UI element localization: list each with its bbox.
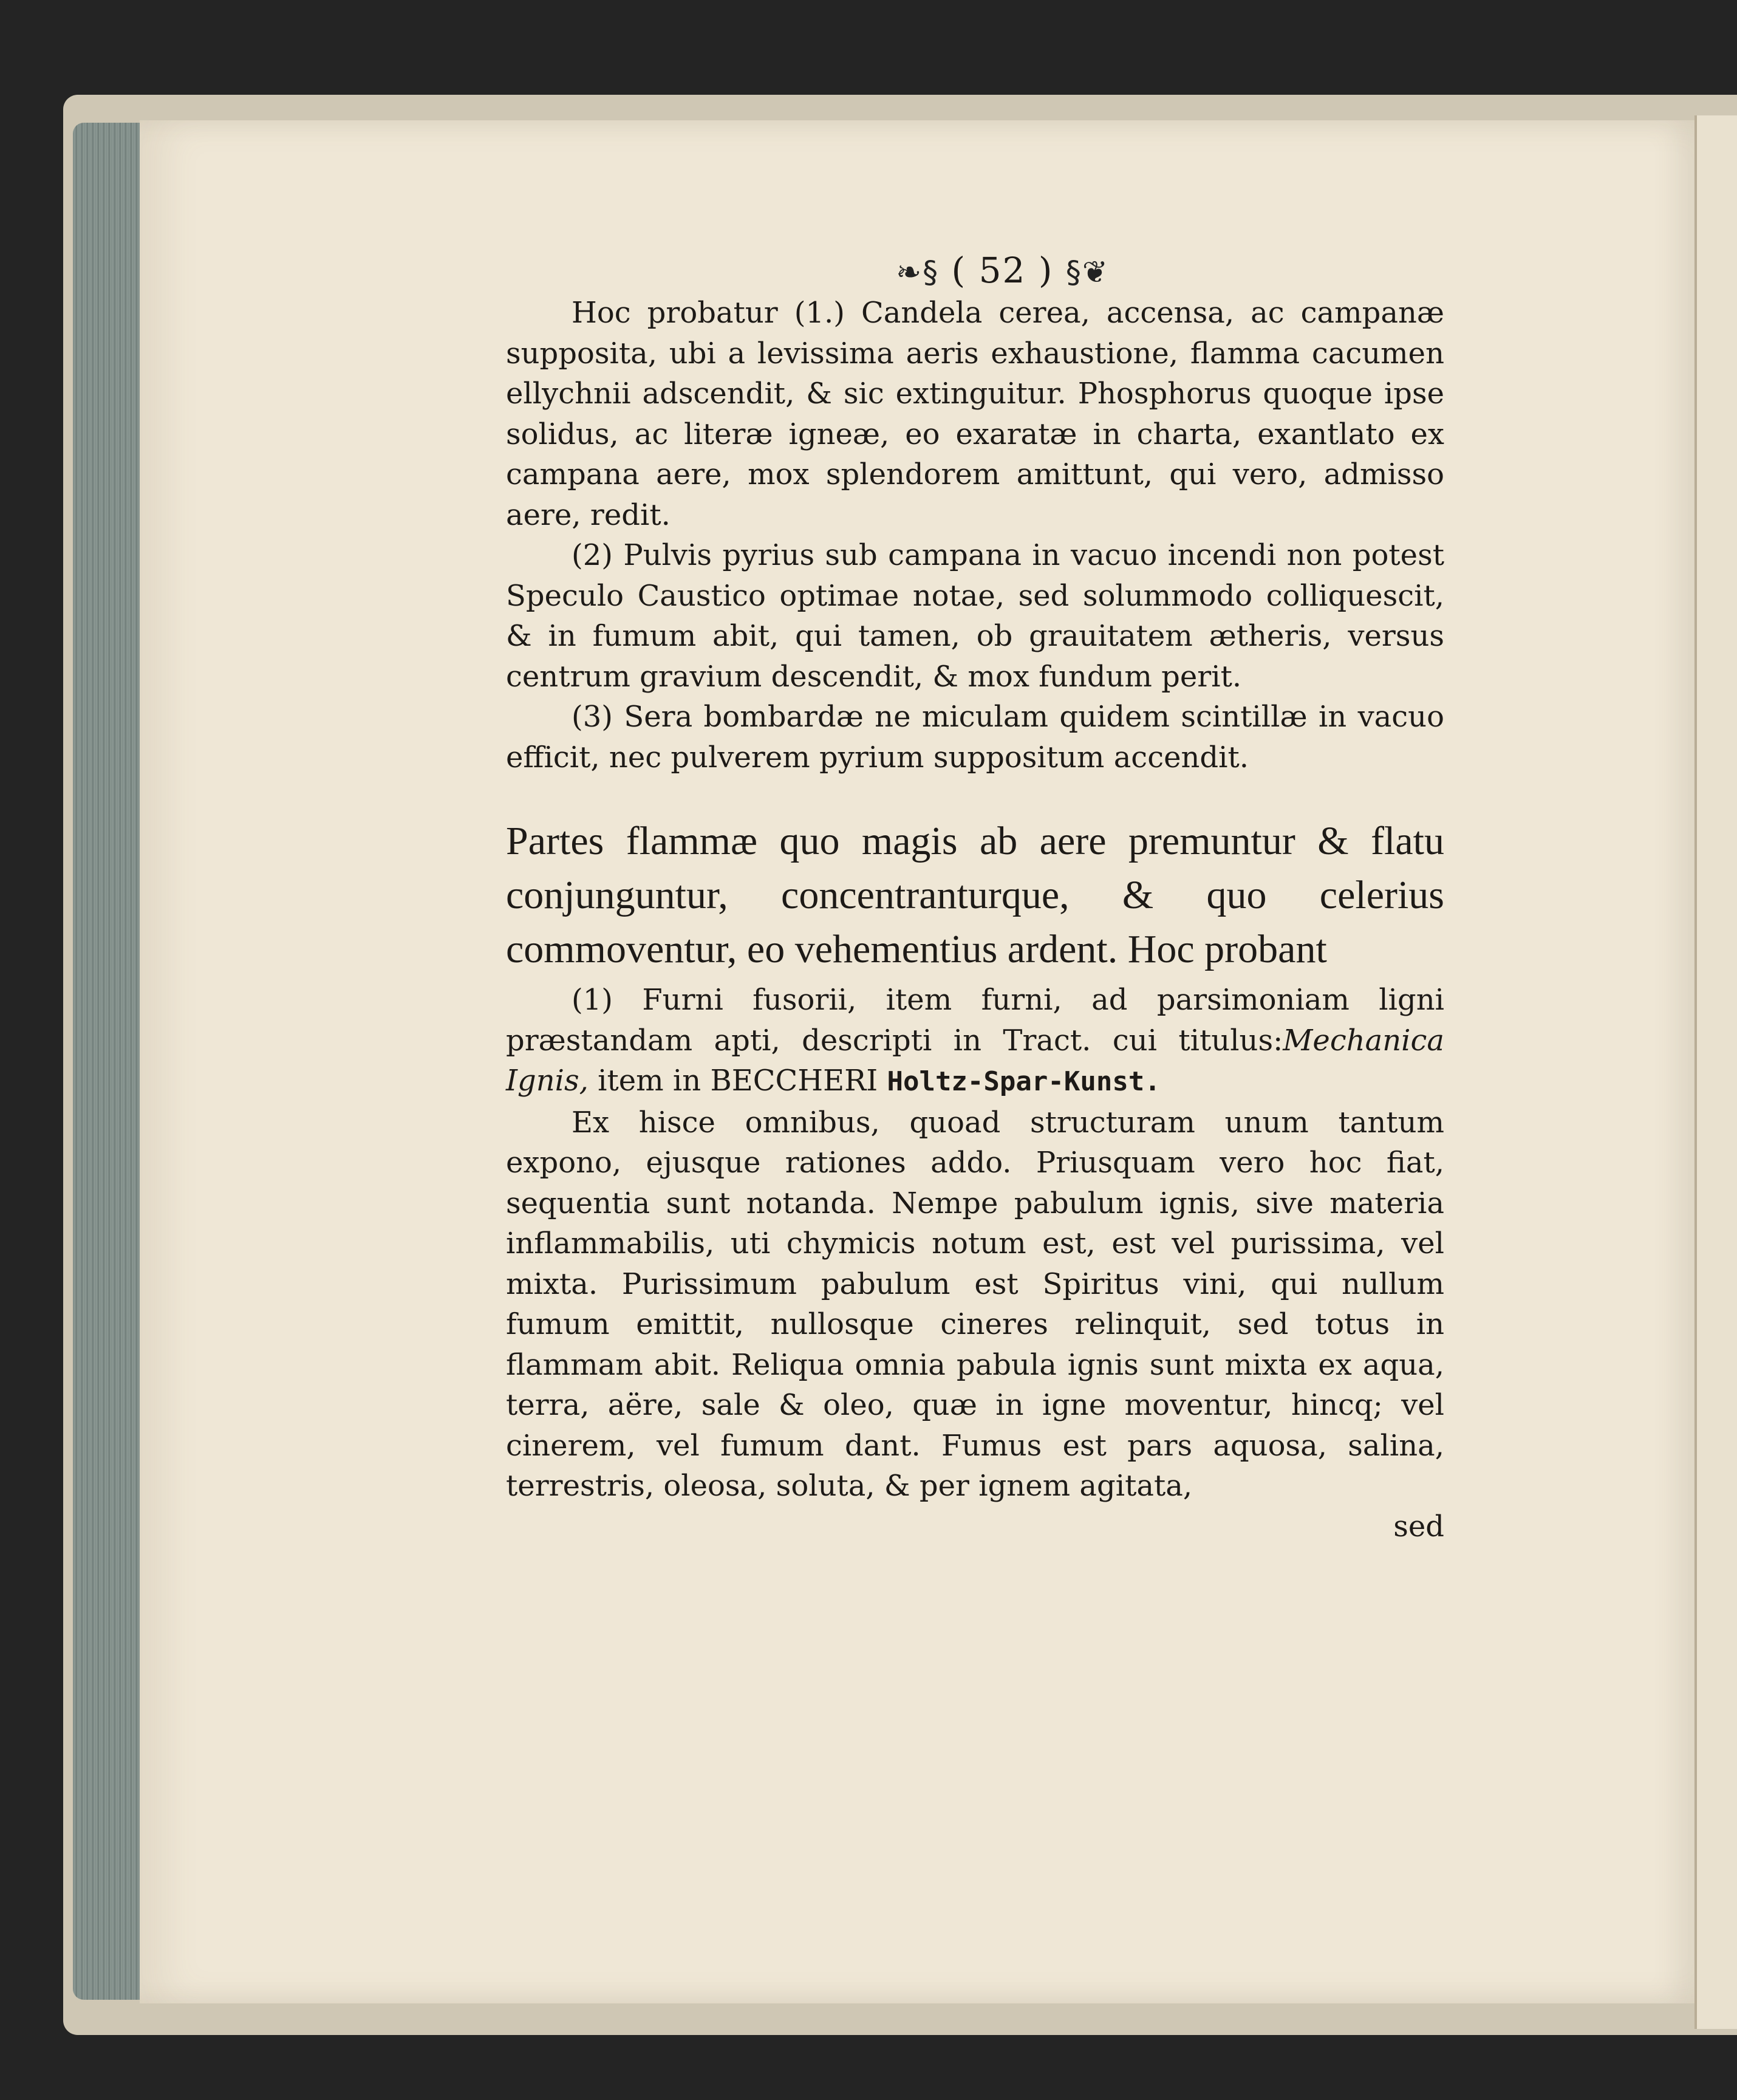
right-page-edge — [1694, 115, 1737, 2029]
item-1-title: Mechanica Ignis, — [506, 1023, 1444, 1098]
left-ornament: ❧§ — [896, 255, 940, 290]
item-1-text: (1) Furni fusorii, item furni, ad parsimoniam ligni præstandam apti, descripti in Tract. cui titulus: — [506, 983, 1444, 1058]
running-header — [561, 249, 1444, 293]
page-number: ( 52 ) — [951, 250, 1054, 291]
item-1-blackletter: Holtz-Spar-Kunst. — [887, 1066, 1161, 1097]
experiments-block — [506, 293, 1444, 778]
page-text — [506, 249, 1444, 1547]
right-ornament: §❦ — [1065, 255, 1109, 290]
examples-block — [506, 980, 1444, 1547]
item-1 — [506, 980, 1444, 1103]
paragraph-3: (3) Sera bombardæ ne miculam quidem scintillæ in vacuo efficit, nec pulverem pyrium suppositum accendit. — [506, 700, 1444, 775]
final-paragraph: Ex hisce omnibus, quoad structuram unum tantum expono, ejusque rationes addo. Priusquam vero hoc fiat, sequentia sunt notanda. Nempe pabulum ignis, sive materia inflammabilis, uti chymicis notum est, est vel purissima, vel mixta. Purissimum pabulum est Spiritus vini, qui nullum fumum emittit, nullosque cineres relinquit, sed totus in flammam abit. Reliqua omnia pabula ignis sunt mixta ex aqua, terra, aëre, sale & oleo, quæ in igne moventur, hincq; vel cinerem, vel fumum dant. Fumus est pars aquosa, salina, terrestris, oleosa, soluta, & per ignem agitata, — [506, 1105, 1444, 1503]
item-1-text-b: item in BECCHERI — [588, 1064, 887, 1098]
paragraph-2: (2) Pulvis pyrius sub campana in vacuo incendi non potest Speculo Caustico optimae notae, sed solummodo colliquescit, & in fumum abit, qui tamen, ob grauitatem ætheris, versus centrum gravium descendit, & mox fundum perit. — [506, 538, 1444, 694]
thesis-block — [506, 814, 1444, 976]
catchword: sed — [1393, 1509, 1444, 1544]
paragraph-1: Hoc probatur (1.) Candela cerea, accensa, ac campanæ supposita, ubi a levissima aeris exhaustione, flamma cacumen ellychnii adscendit, & sic extinguitur. Phosphorus quoque ipse solidus, ac literæ igneæ, eo exaratæ in charta, exantlato ex campana aere, mox splendorem amittunt, qui vero, admisso aere, redit. — [506, 296, 1444, 532]
thesis-paragraph: Partes flammæ quo magis ab aere premuntur & flatu conjunguntur, concentranturque, & quo celerius commoventur, eo vehementius ardent. Hoc probant — [506, 819, 1444, 971]
